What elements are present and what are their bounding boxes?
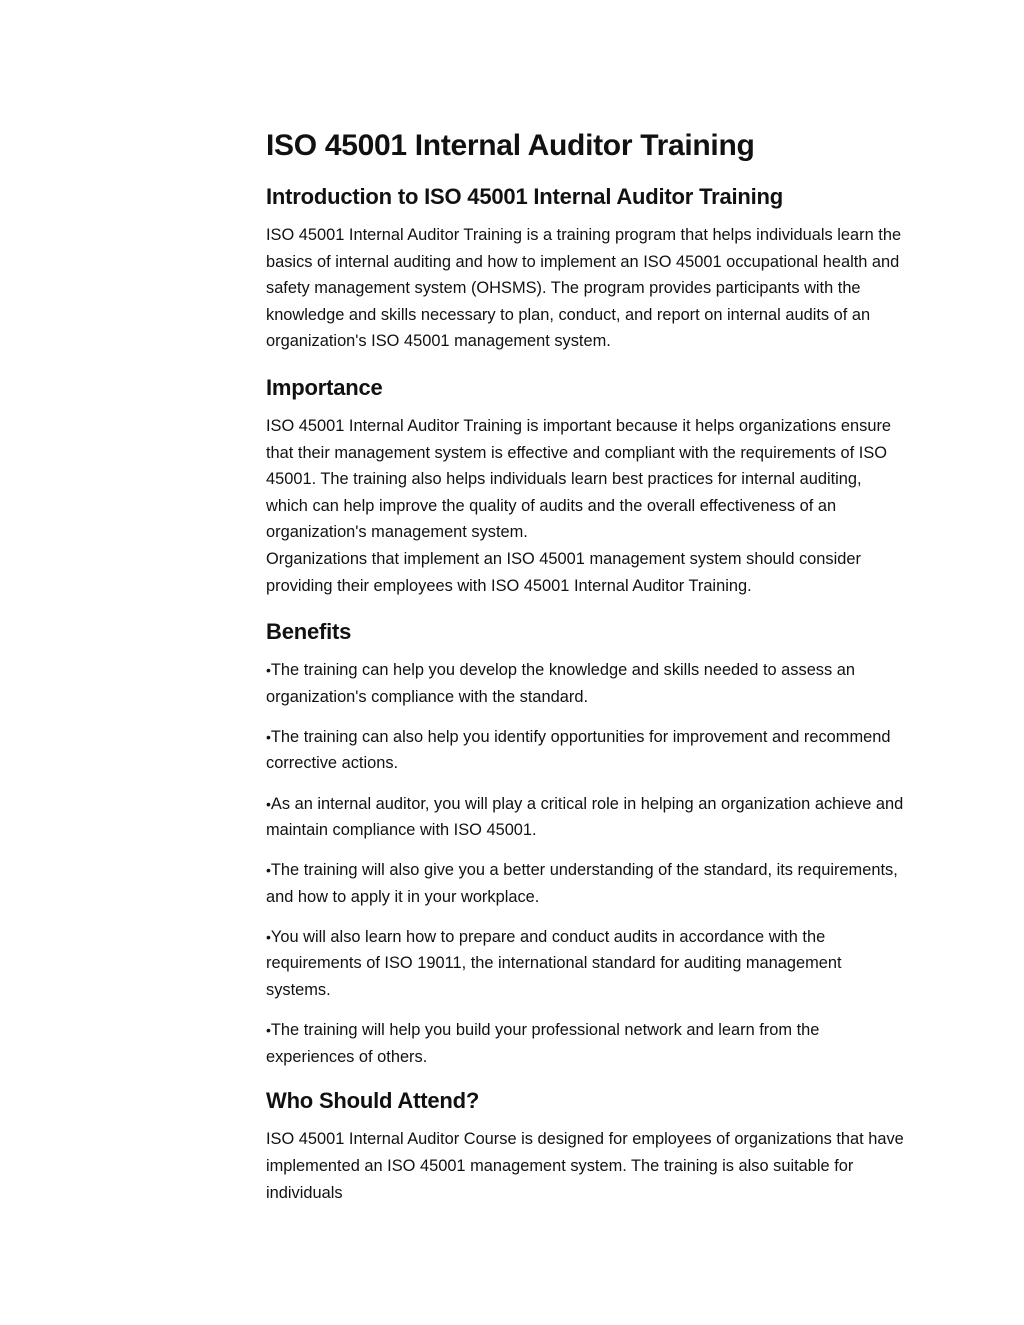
bullet-icon: • [266, 1022, 271, 1039]
attend-paragraph: ISO 45001 Internal Auditor Course is designed for employees of organizations that have implemented an ISO 45001 management system. The training is also suitable for individuals [266, 1130, 904, 1202]
intro-heading: Introduction to ISO 45001 Internal Auditor Training [266, 184, 784, 209]
list-item [266, 924, 906, 1004]
list-item [266, 791, 906, 844]
attend-heading: Who Should Attend? [266, 1088, 480, 1114]
document-page [266, 124, 906, 1224]
bullet-icon: • [266, 928, 271, 945]
bullet-icon: • [266, 662, 271, 679]
benefits-section [266, 617, 906, 1070]
list-item [266, 1017, 906, 1070]
benefits-heading: Benefits [266, 619, 352, 645]
list-item [266, 857, 906, 910]
importance-heading: Importance [266, 374, 383, 400]
list-item-text: The training will help you build your professional network and learn from the experiences of others. [266, 1021, 820, 1066]
bullet-icon: • [266, 862, 271, 879]
document-title: ISO 45001 Internal Auditor Training [266, 129, 755, 162]
intro-section [266, 182, 906, 355]
list-item-text: The training will also give you a better understanding of the standard, its requirements, and how to apply it in your workplace. [266, 861, 898, 906]
list-item-text: As an internal auditor, you will play a critical role in helping an organization achieve and maintain compliance with ISO 45001. [266, 794, 904, 840]
list-item [266, 724, 906, 777]
benefits-list [266, 657, 906, 1070]
list-item [266, 657, 906, 710]
list-item-text: You will also learn how to prepare and conduct audits in accordance with the requirements of ISO 19011, the international standard for auditing management systems. [266, 927, 842, 1000]
list-item-text: The training can also help you identify opportunities for improvement and recommend corrective actions. [266, 727, 891, 773]
bullet-icon: • [266, 728, 271, 745]
attend-section [266, 1086, 906, 1206]
list-item-text: The training can help you develop the knowledge and skills needed to assess an organization's compliance with the standard. [266, 661, 855, 706]
bullet-icon: • [266, 795, 271, 812]
importance-paragraph-2: Organizations that implement an ISO 45001 management system should consider providing their employees with ISO 45001 Internal Auditor Training. [266, 549, 861, 595]
intro-paragraph: ISO 45001 Internal Auditor Training is a training program that helps individuals learn the basics of internal auditing and how to implement an ISO 45001 occupational health and safety management system (OHSMS). The program provides participants with the knowledge and skills necessary to plan, conduct, and report on internal audits of an organization's ISO 45001 management system. [266, 226, 902, 351]
importance-paragraph-1: ISO 45001 Internal Auditor Training is important because it helps organizations ensure that their management system is effective and compliant with the requirements of ISO 45001. The training also helps individuals learn best practices for internal auditing, which can help improve the quality of audits and the overall effectiveness of an organization's management system. [266, 416, 892, 542]
importance-section [266, 373, 906, 599]
